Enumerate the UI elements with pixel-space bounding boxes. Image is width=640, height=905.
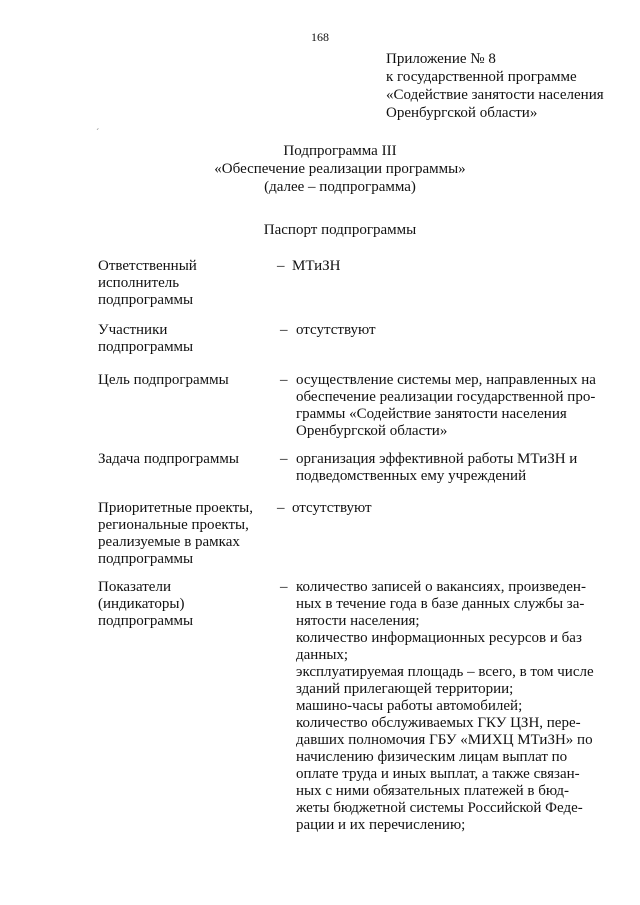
- row-value-line: обеспечение реализации государственной про-: [296, 389, 596, 405]
- appendix-header: [386, 50, 604, 122]
- row-value-line: количество информационных ресурсов и баз: [296, 630, 582, 646]
- passport-title: Паспорт подпрограммы: [263, 222, 417, 238]
- appendix-line: Приложение № 8: [386, 51, 496, 67]
- subprogram-note: (далее – подпрограмма): [264, 179, 416, 195]
- row-value-line: давших полномочия ГБУ «МИХЦ МТиЗН» по: [296, 732, 593, 748]
- row-value-line: МТиЗН: [292, 258, 341, 274]
- row-label-line: исполнитель: [98, 275, 180, 291]
- row-value-indicators: [296, 579, 598, 834]
- row-value-line: отсутствуют: [292, 500, 372, 516]
- row-value-goal: [296, 372, 598, 440]
- row-value-line: эксплуатируемая площадь – всего, в том числе: [296, 664, 594, 680]
- row-value-projects: [292, 500, 594, 517]
- appendix-line: к государственной программе: [386, 69, 577, 85]
- appendix-line: Оренбургской области»: [386, 105, 538, 121]
- row-value-line: нятости населения;: [296, 613, 420, 629]
- row-label-line: реализуемые в рамках: [98, 534, 240, 550]
- row-value-line: организация эффективной работы МТиЗН и: [296, 451, 578, 467]
- row-label-line: Задача подпрограммы: [98, 451, 239, 467]
- row-label-line: подпрограммы: [98, 551, 194, 567]
- row-label-line: Приоритетные проекты,: [98, 500, 254, 516]
- row-value-responsible: [292, 258, 594, 275]
- row-label-line: Участники: [98, 322, 168, 338]
- scan-mark: ´: [96, 128, 100, 139]
- row-value-line: отсутствуют: [296, 322, 376, 338]
- row-label-responsible: [98, 258, 268, 309]
- row-dash: –: [280, 372, 288, 388]
- row-label-line: (индикаторы): [98, 596, 185, 612]
- row-value-line: количество обслуживаемых ГКУ ЦЗН, пере-: [296, 715, 581, 731]
- row-label-participants: [98, 322, 268, 356]
- row-value-participants: [296, 322, 598, 339]
- row-label-line: подпрограммы: [98, 292, 194, 308]
- row-label-line: Цель подпрограммы: [98, 372, 229, 388]
- row-dash: –: [280, 579, 288, 595]
- row-label-goal: [98, 372, 268, 389]
- row-label-projects: [98, 500, 268, 568]
- row-value-line: зданий прилегающей территории;: [296, 681, 514, 697]
- row-value-line: ных с ними обязательных платежей в бюд-: [296, 783, 569, 799]
- row-value-line: количество записей о вакансиях, произведен-: [296, 579, 586, 595]
- row-label-line: подпрограммы: [98, 339, 194, 355]
- row-label-line: подпрограммы: [98, 613, 194, 629]
- row-value-line: оплате труда и иных выплат, а также связан-: [296, 766, 580, 782]
- subprogram-name: «Обеспечение реализации программы»: [214, 161, 466, 177]
- row-value-line: машино-часы работы автомобилей;: [296, 698, 523, 714]
- row-value-line: рации и их перечислению;: [296, 817, 466, 833]
- row-value-line: осуществление системы мер, направленных на: [296, 372, 596, 388]
- row-label-indicators: [98, 579, 268, 630]
- row-value-task: [296, 451, 598, 485]
- page-number: 168: [311, 30, 329, 44]
- row-label-task: [98, 451, 268, 468]
- row-label-line: Ответственный: [98, 258, 197, 274]
- row-value-line: подведомственных ему учреждений: [296, 468, 527, 484]
- row-value-line: начислению физическим лицам выплат по: [296, 749, 568, 765]
- row-dash: –: [280, 451, 288, 467]
- row-value-line: ных в течение года в базе данных службы за-: [296, 596, 585, 612]
- appendix-line: «Содействие занятости населения: [386, 87, 604, 103]
- row-value-line: Оренбургской области»: [296, 423, 448, 439]
- row-label-line: региональные проекты,: [98, 517, 249, 533]
- row-value-line: жеты бюджетной системы Российской Феде-: [296, 800, 583, 816]
- row-value-line: граммы «Содействие занятости населения: [296, 406, 567, 422]
- row-label-line: Показатели: [98, 579, 171, 595]
- row-dash: –: [277, 258, 285, 274]
- row-dash: –: [277, 500, 285, 516]
- row-dash: –: [280, 322, 288, 338]
- row-value-line: данных;: [296, 647, 349, 663]
- subprogram-title: Подпрограмма III: [283, 143, 397, 159]
- subprogram-heading: [0, 142, 640, 196]
